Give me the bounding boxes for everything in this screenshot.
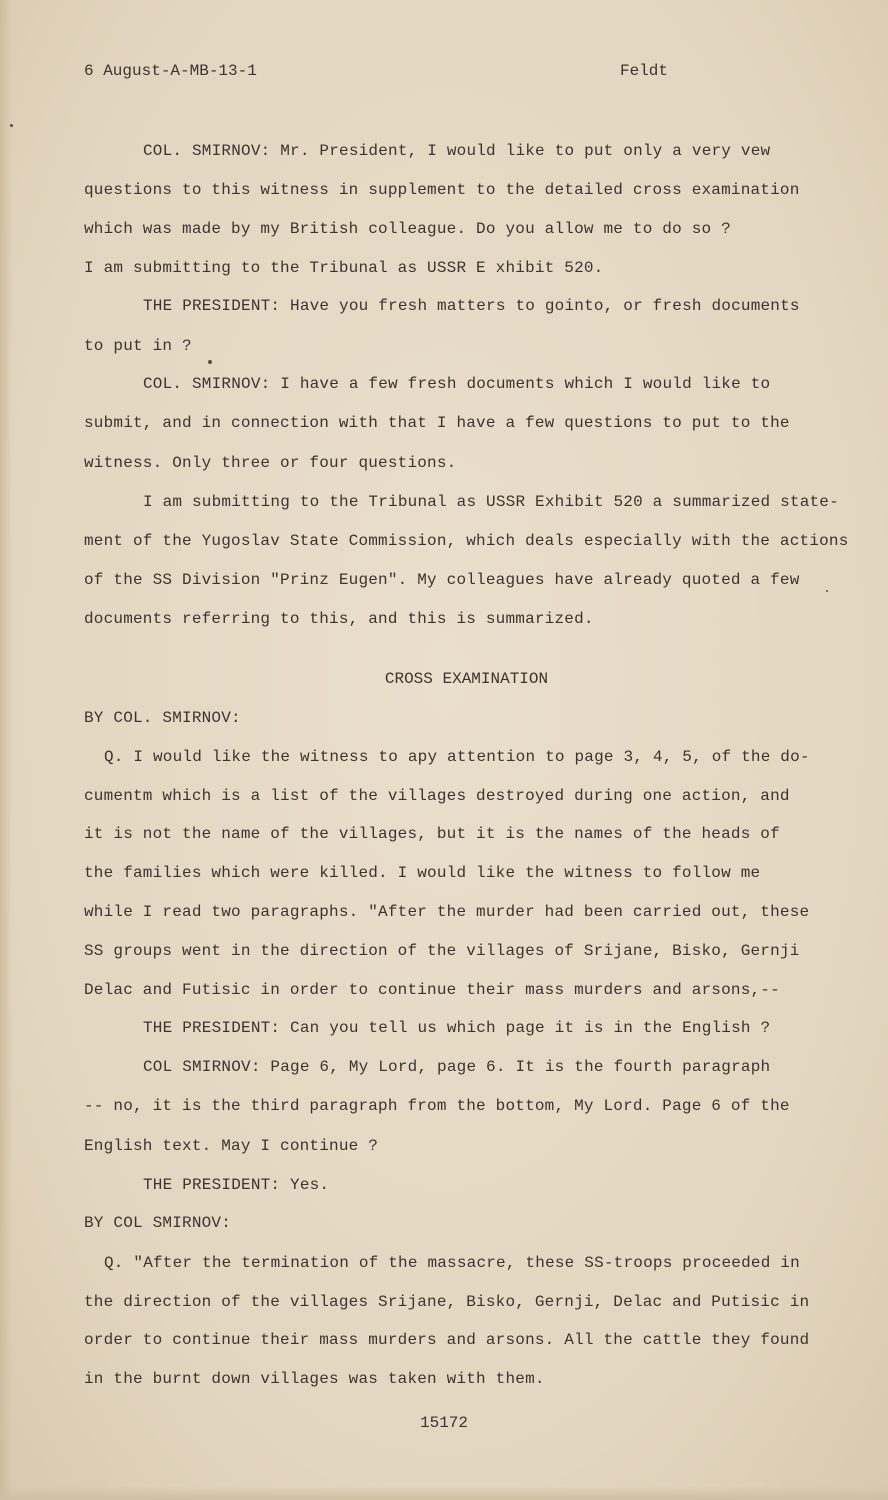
paper-edge-bottom bbox=[0, 1486, 888, 1500]
page-number: 15172 bbox=[419, 1414, 468, 1432]
text-line: Q. "After the termination of the massacre, these SS-troops proceeded in bbox=[104, 1254, 800, 1272]
text-line: the families which were killed. I would like the witness to follow me bbox=[84, 864, 761, 882]
text-line: it is not the name of the villages, but it is the names of the heads of bbox=[84, 825, 780, 843]
text-line: I am submitting to the Tribunal as USSR Exhibit 520 a summarized state- bbox=[143, 493, 839, 511]
text-line: COL. SMIRNOV: Mr. President, I would like to put only a very vew bbox=[143, 142, 771, 160]
text-line: Delac and Futisic in order to continue their mass murders and arsons,-- bbox=[84, 981, 780, 999]
text-line: I am submitting to the Tribunal as USSR E xhibit 520. bbox=[84, 259, 604, 277]
text-line: submit, and in connection with that I have a few questions to put to the bbox=[84, 414, 790, 432]
paper-edge-left bbox=[0, 0, 12, 1500]
page-reference: 6 August-A-MB-13-1 bbox=[84, 62, 257, 80]
text-line: COL. SMIRNOV: I have a few fresh documents which I would like to bbox=[143, 375, 771, 393]
text-line: COL SMIRNOV: Page 6, My Lord, page 6. It is the fourth paragraph bbox=[143, 1058, 771, 1076]
text-line: order to continue their mass murders and arsons. All the cattle they found bbox=[84, 1331, 810, 1349]
text-line: documents referring to this, and this is summarized. bbox=[84, 610, 594, 628]
text-line: in the burnt down villages was taken with them. bbox=[84, 1370, 545, 1388]
text-line: of the SS Division "Prinz Eugen". My colleagues have already quoted a few bbox=[84, 571, 800, 589]
section-heading: CROSS EXAMINATION bbox=[384, 670, 549, 688]
text-line: questions to this witness in supplement to the detailed cross examination bbox=[84, 181, 800, 199]
text-line: -- no, it is the third paragraph from the bottom, My Lord. Page 6 of the bbox=[84, 1097, 790, 1115]
text-line: while I read two paragraphs. "After the murder had been carried out, these bbox=[84, 903, 810, 921]
text-line: cumentm which is a list of the villages destroyed during one action, and bbox=[84, 787, 790, 805]
text-line: English text. May I continue ? bbox=[84, 1137, 379, 1155]
text-line: THE PRESIDENT: Yes. bbox=[143, 1176, 330, 1194]
examiner-label: BY COL. SMIRNOV: bbox=[84, 709, 241, 727]
reporter-name: Feldt bbox=[620, 62, 669, 80]
text-line: SS groups went in the direction of the villages of Srijane, Bisko, Gernji bbox=[84, 942, 800, 960]
text-line: witness. Only three or four questions. bbox=[84, 454, 457, 472]
text-line: THE PRESIDENT: Have you fresh matters to gointo, or fresh documents bbox=[143, 297, 800, 315]
text-line: the direction of the villages Srijane, Bisko, Gernji, Delac and Putisic in bbox=[84, 1293, 810, 1311]
text-line: ment of the Yugoslav State Commission, which deals especially with the actions bbox=[84, 532, 849, 550]
text-line: Q. I would like the witness to apy attention to page 3, 4, 5, of the do- bbox=[104, 748, 810, 766]
text-line: which was made by my British colleague. Do you allow me to do so ? bbox=[84, 220, 731, 238]
ink-speck bbox=[10, 124, 13, 127]
text-line: THE PRESIDENT: Can you tell us which page it is in the English ? bbox=[143, 1019, 771, 1037]
ink-speck bbox=[208, 360, 212, 364]
text-line: to put in ? bbox=[84, 337, 192, 355]
examiner-label: BY COL SMIRNOV: bbox=[84, 1214, 232, 1232]
ink-speck bbox=[826, 590, 828, 592]
